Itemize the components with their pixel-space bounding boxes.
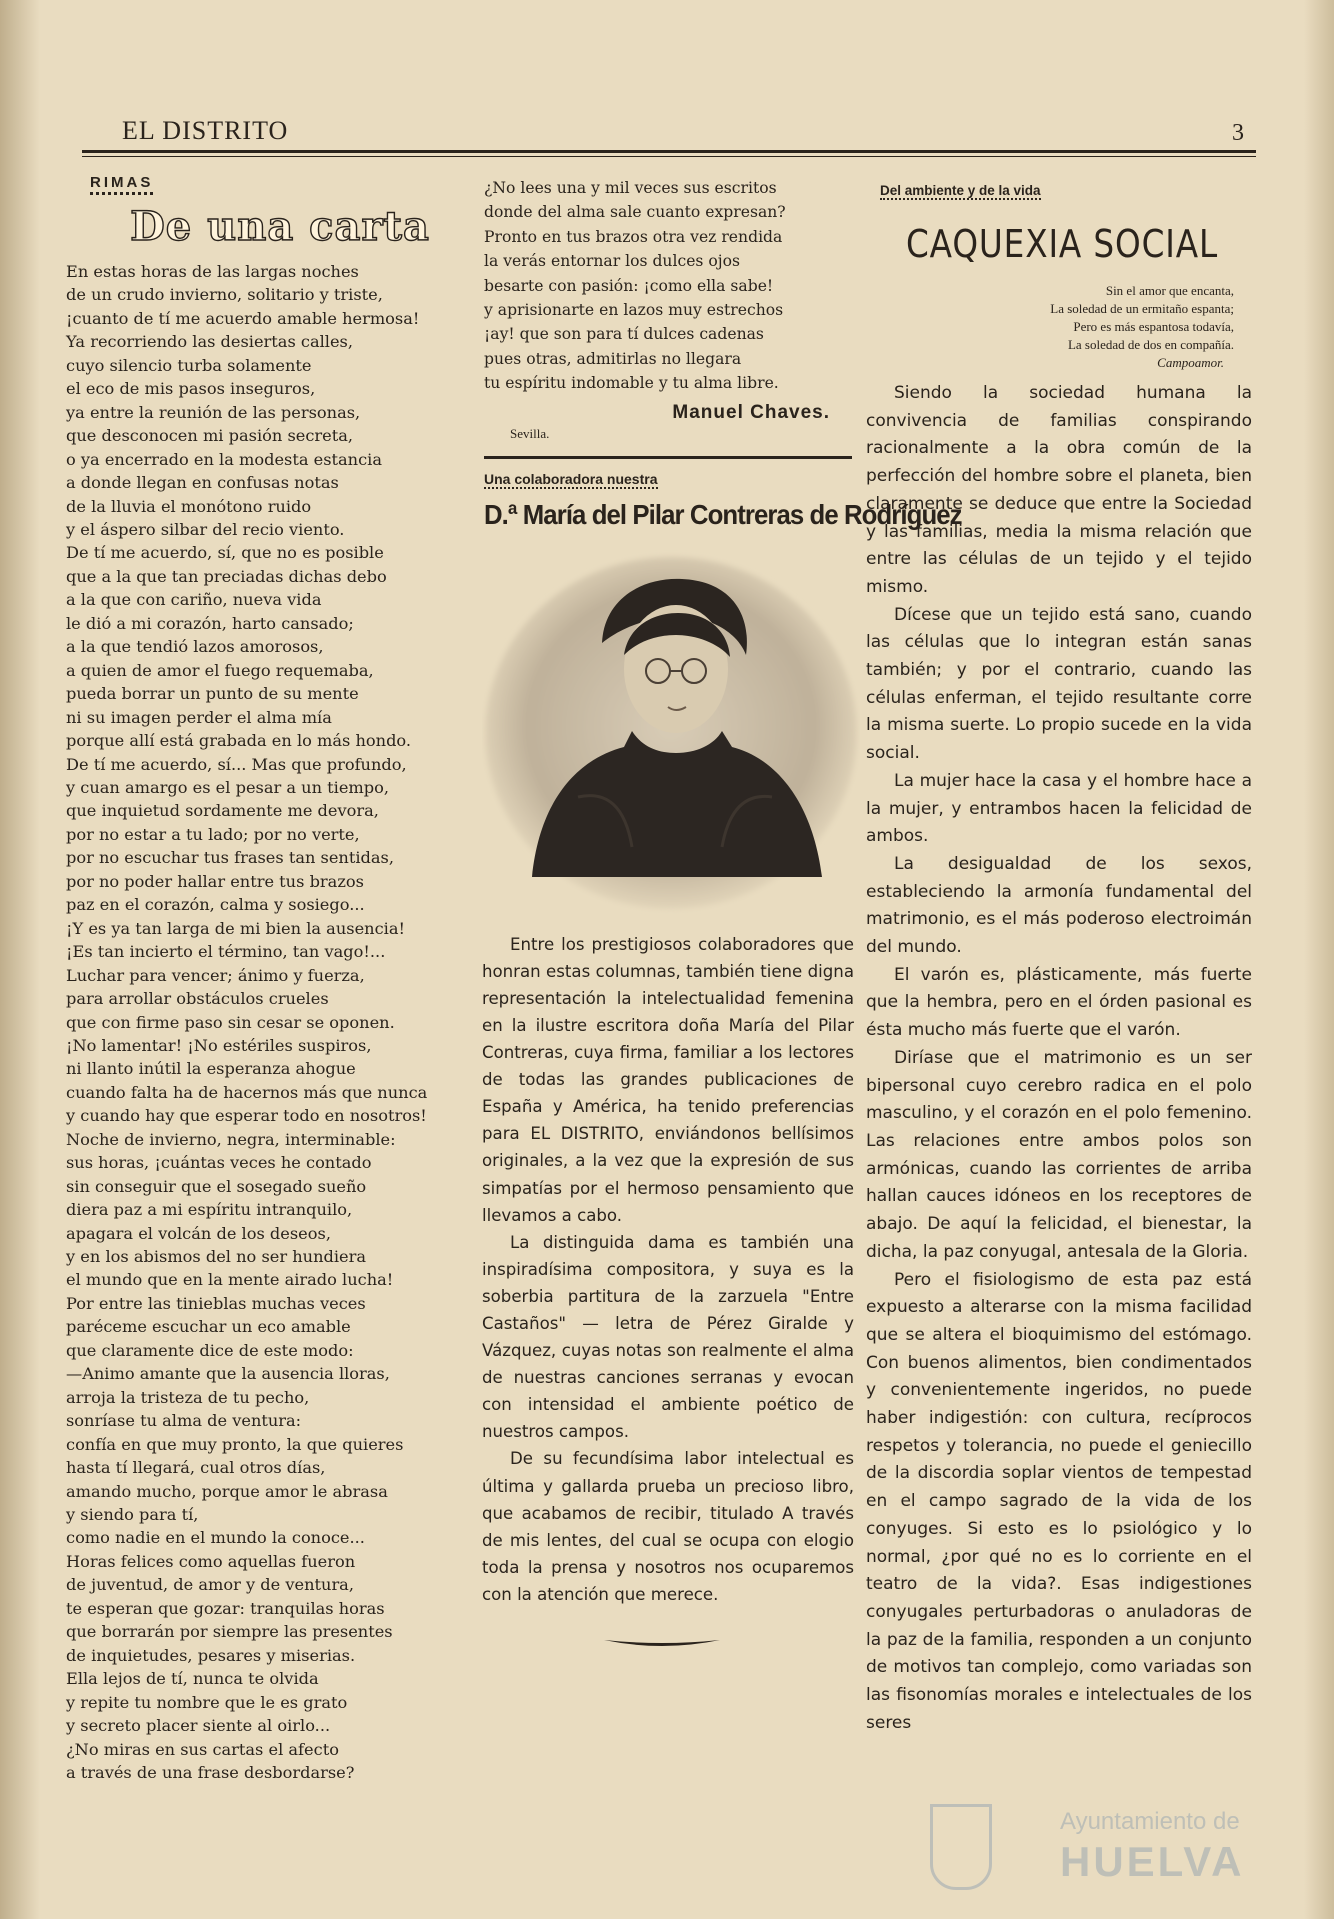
poem-line: cuando falta ha de hacernos más que nunca [66, 1082, 428, 1102]
poem-line: ¿No miras en sus cartas el afecto [66, 1739, 339, 1759]
poem-line: y en los abismos del no ser hundiera [66, 1247, 366, 1267]
poem-line: ¡Es tan incierto el término, tan vago!... [66, 942, 386, 962]
paragraph: De su fecundísima labor intelectual es última y gallarda prueba un precioso libro, que acabamos de recibir, titulado A través de mis lentes, del cual se ocupa con elogio toda la prensa y nosotros nos ocuparemos con la atención que merece. [482, 1449, 854, 1604]
poem-continuation [484, 176, 852, 396]
poem-line: para arrollar obstáculos crueles [66, 989, 329, 1009]
poem-line: Por entre las tinieblas muchas veces [66, 1293, 366, 1313]
poem-line: cuyo silencio turba solamente [66, 355, 312, 375]
poem-line: Noche de invierno, negra, interminable: [66, 1129, 396, 1149]
poem-line: el eco de mis pasos inseguros, [66, 379, 316, 399]
poem-line: de inquietudes, pesares y miserias. [66, 1645, 356, 1665]
poem-line: amando mucho, porque amor le abrasa [66, 1481, 388, 1501]
epigraph-line: La soledad de un ermitaño espanta; [1050, 301, 1234, 316]
poem-line: de juventud, de amor y de ventura, [66, 1575, 354, 1595]
poem-line: Ya recorriendo las desiertas calles, [66, 332, 354, 352]
poem-line: la verás entornar los dulces ojos [484, 252, 741, 271]
article-title: CAQUEXIA SOCIAL [906, 222, 1219, 266]
paragraph: Diríase que el matrimonio es un ser bipersonal cuyo cerebro radica en el polo masculino, y el corazón en el polo femenino. Las relaciones entre ambos polos son armónicas, cuando las corrientes de arriba hallan cauces idóneos en los receptores de abajo. De aquí la felicidad, el bienestar, la dicha, la paz conyugal, antesala de la Gloria. [866, 1047, 1252, 1262]
header-rule-thin [82, 156, 1256, 157]
poem-line: sonríase tu alma de ventura: [66, 1411, 302, 1431]
epigraph-line: La soledad de dos en compañía. [1067, 337, 1234, 352]
epigraph-line: Pero es más espantosa todavía, [1073, 319, 1234, 334]
poem-line: De tí me acuerdo, sí, que no es posible [66, 543, 384, 563]
column-right [866, 180, 1256, 1737]
poem-line: como nadie en el mundo la conoce... [66, 1528, 365, 1548]
poem-line: besarte con pasión: ¡como ella sabe! [484, 276, 774, 295]
poem-line: que claramente dice de este modo: [66, 1340, 354, 1360]
poem-line: a donde llegan en confusas notas [66, 473, 339, 493]
poem-line: que desconocen mi pasión secreta, [66, 426, 354, 446]
poem-line: diera paz a mi espíritu intranquilo, [66, 1200, 353, 1220]
poem-line: y secreto placer siente al oirlo... [66, 1716, 331, 1736]
poem-line: tu espíritu indomable y tu alma libre. [484, 374, 779, 393]
article-title: D.ª María del Pilar Contreras de Rodríguez [484, 498, 962, 530]
poem-line: Ella lejos de tí, nunca te olvida [66, 1669, 319, 1689]
poem-line: ¡cuanto de tí me acuerdo amable hermosa! [66, 308, 420, 328]
end-ornament [602, 1634, 852, 1658]
poem-line: apagara el volcán de los deseos, [66, 1223, 331, 1243]
poem-line: a través de una frase desbordarse? [66, 1763, 355, 1782]
poem-line: pueda borrar un punto de su mente [66, 684, 359, 704]
poem-line: Horas felices como aquellas fueron [66, 1551, 356, 1571]
paragraph: Pero el fisiologismo de esta paz está expuesto a alterarse con la misma facilidad que se altera el bioquimismo del estómago. Con buenos alimentos, bien condimentados y convenientemente ingeridos, no puede haber indigestión: con cultura, recíprocos respetos y tolerancia, no puede el geniecillo de la discordia soplar vientos de tempestad en el campo sagrado de la vida de los conyuges. Si esto es lo psiológico y lo normal, ¿por qué no es lo corriente en el teatro de la vida?. Esas indigestiones conyugales perturbadoras o anuladoras de la paz de la familia, responden a un conjunto de motivos tan complejo, como variadas son las fisonomías morales e intelectuales de los seres [866, 1269, 1252, 1733]
archive-watermark [920, 1800, 1250, 1900]
poem-line: y cuan amargo es el pesar a un tiempo, [66, 777, 390, 797]
poem-line: sus horas, ¡cuántas veces he contado [66, 1153, 372, 1173]
poem-line: En estas horas de las largas noches [66, 262, 359, 281]
poem-line: ¡No lamentar! ¡No estériles suspiros, [66, 1035, 372, 1055]
poem-line: porque allí está grabada en lo más hondo. [66, 731, 412, 751]
poem-line: y cuando hay que esperar todo en nosotros! [66, 1106, 427, 1126]
poem-line: ¡Y es ya tan larga de mi bien la ausencia! [66, 918, 405, 938]
article-body [866, 380, 1252, 1737]
poem-line: te esperan que gozar: tranquilas horas [66, 1598, 385, 1618]
poem-line: le dió a mi corazón, harto cansado; [66, 613, 354, 633]
watermark-line2: HUELVA [1060, 1838, 1245, 1885]
poem-line: y aprisionarte en lazos muy estrechos [484, 301, 784, 320]
poem-line: donde del alma sale cuanto expresan? [484, 203, 786, 222]
poem-line: que a la que tan preciadas dichas debo [66, 566, 387, 586]
paragraph: Siendo la sociedad humana la convivencia de familias conspirando racionalmente a la obra común de la perfección del hombre sobre el planeta, bien claramente se deduce que entre la Sociedad y las familias, media la misma relación que entre las células de un tejido y el tejido mismo. [866, 383, 1252, 597]
page-number: 3 [1232, 120, 1244, 146]
poem-line: De tí me acuerdo, sí... Mas que profundo, [66, 754, 407, 774]
paper-edge-left [0, 0, 40, 1919]
poem-line: —Animo amante que la ausencia lloras, [66, 1364, 390, 1384]
poem-place: Sevilla. [510, 425, 550, 441]
poem-line: ya entre la reunión de las personas, [66, 402, 361, 422]
poem-line: hasta tí llegará, cual otros días, [66, 1458, 326, 1478]
poem-author: Manuel Chaves. [672, 401, 830, 423]
epigraph-line: Sin el amor que encanta, [1105, 283, 1234, 298]
poem-line: a la que con cariño, nueva vida [66, 590, 322, 610]
poem-line: por no poder hallar entre tus brazos [66, 871, 364, 891]
article-title: De una carta [130, 203, 430, 250]
epigraph-author: Campoamor. [1157, 355, 1224, 370]
poem-line: que inquietud sordamente me devora, [66, 801, 379, 821]
poem-line: Luchar para vencer; ánimo y fuerza, [66, 965, 365, 985]
poem-line: ni su imagen perder el alma mía [66, 707, 332, 727]
poem-line: a la que tendió lazos amorosos, [66, 637, 324, 657]
poem-line: o ya encerrado en la modesta estancia [66, 449, 382, 469]
poem-line: ¿No lees una y mil veces sus escritos [484, 179, 777, 197]
paper-edge-right [1304, 0, 1334, 1919]
section-kicker: Del ambiente y de la vida [880, 183, 1041, 198]
poem-line: pues otras, admitirlas no llegara [484, 349, 742, 368]
poem-line: arroja la tristeza de tu pecho, [66, 1387, 310, 1407]
paragraph: La mujer hace la casa y el hombre hace a la mujer, y entrambos hacen la felicidad de ambos. [866, 770, 1252, 847]
paragraph: Entre los prestigiosos colaboradores que honran estas columnas, también tiene digna representación la intelectualidad femenina en la ilustre escritora doña María del Pilar Contreras, cuya firma, familiar a los lectores de todas las grandes publicaciones de España y América, ha tenido preferencias para EL DISTRITO, enviándonos bellísimos originales, a la vez que la expresión de sus simpatías por el hermoso pensamiento que llevamos a cabo. [482, 934, 854, 1225]
paragraph: La distinguida dama es también una inspiradísima compositora, y suya es la soberbia partitura de la zarzuela "Entre Castaños" — letra de Pérez Giralde y Vázquez, cuyas notas son realmente el alma de nuestras canciones serranas y evocan con intensidad el ambiente poético de nuestros campos. [482, 1232, 854, 1442]
epigraph [866, 282, 1234, 372]
newspaper-title: EL DISTRITO [122, 116, 289, 145]
poem-line: ¡ay! que son para tí dulces cadenas [484, 325, 764, 344]
section-label: RIMAS [90, 174, 153, 195]
poem-line: Pronto en tus brazos otra vez rendida [484, 227, 783, 246]
paragraph: El varón es, plásticamente, más fuerte que la hembra, pero en el órden pasional es ésta mucho más fuerte que el varón. [866, 964, 1252, 1041]
poem-line: paréceme escuchar un eco amable [66, 1317, 351, 1337]
poem-line: de un crudo invierno, solitario y triste, [66, 285, 383, 305]
article-kicker: Una colaboradora nuestra [484, 470, 658, 487]
poem-line: ni llanto inútil la esperanza ahogue [66, 1059, 356, 1079]
section-divider [484, 456, 852, 459]
article-body [482, 931, 854, 1608]
portrait-photo [482, 547, 860, 915]
crest-icon [930, 1804, 992, 1890]
header-rule-thick [82, 150, 1256, 153]
poem-line: paz en el corazón, calma y sosiego... [66, 895, 365, 915]
poem-line: y repite tu nombre que le es grato [66, 1692, 348, 1712]
poem [66, 260, 466, 1784]
poem-line: a quien de amor el fuego requemaba, [66, 660, 374, 680]
poem-line: por no escuchar tus frases tan sentidas, [66, 848, 395, 868]
column-left [66, 172, 466, 1784]
paragraph: La desigualdad de los sexos, estableciendo la armonía fundamental del matrimonio, es el más poderoso electroimán del mundo. [866, 853, 1252, 958]
poem-line: que borrarán por siempre las presentes [66, 1622, 393, 1642]
poem-line: por no estar a tu lado; por no verte, [66, 824, 360, 844]
paragraph: Dícese que un tejido está sano, cuando las células que lo integran están sanas también; y por el contrario, cuando las células enferman, el tejido resultante corre la misma suerte. Lo propio sucede en la vida social. [866, 604, 1252, 764]
poem-line: que con firme paso sin cesar se oponen. [66, 1012, 395, 1032]
poem-line: de la lluvia el monótono ruido [66, 496, 312, 516]
poem-line: sin conseguir que el sosegado sueño [66, 1176, 367, 1196]
poem-line: y el áspero silbar del recio viento. [66, 519, 345, 539]
poem-line: y siendo para tí, [66, 1505, 199, 1525]
page-header [122, 116, 1254, 146]
poem-line: el mundo que en la mente airado lucha! [66, 1270, 394, 1290]
poem-line: confía en que muy pronto, la que quieres [66, 1434, 404, 1454]
watermark-line1: Ayuntamiento de [1060, 1808, 1240, 1835]
